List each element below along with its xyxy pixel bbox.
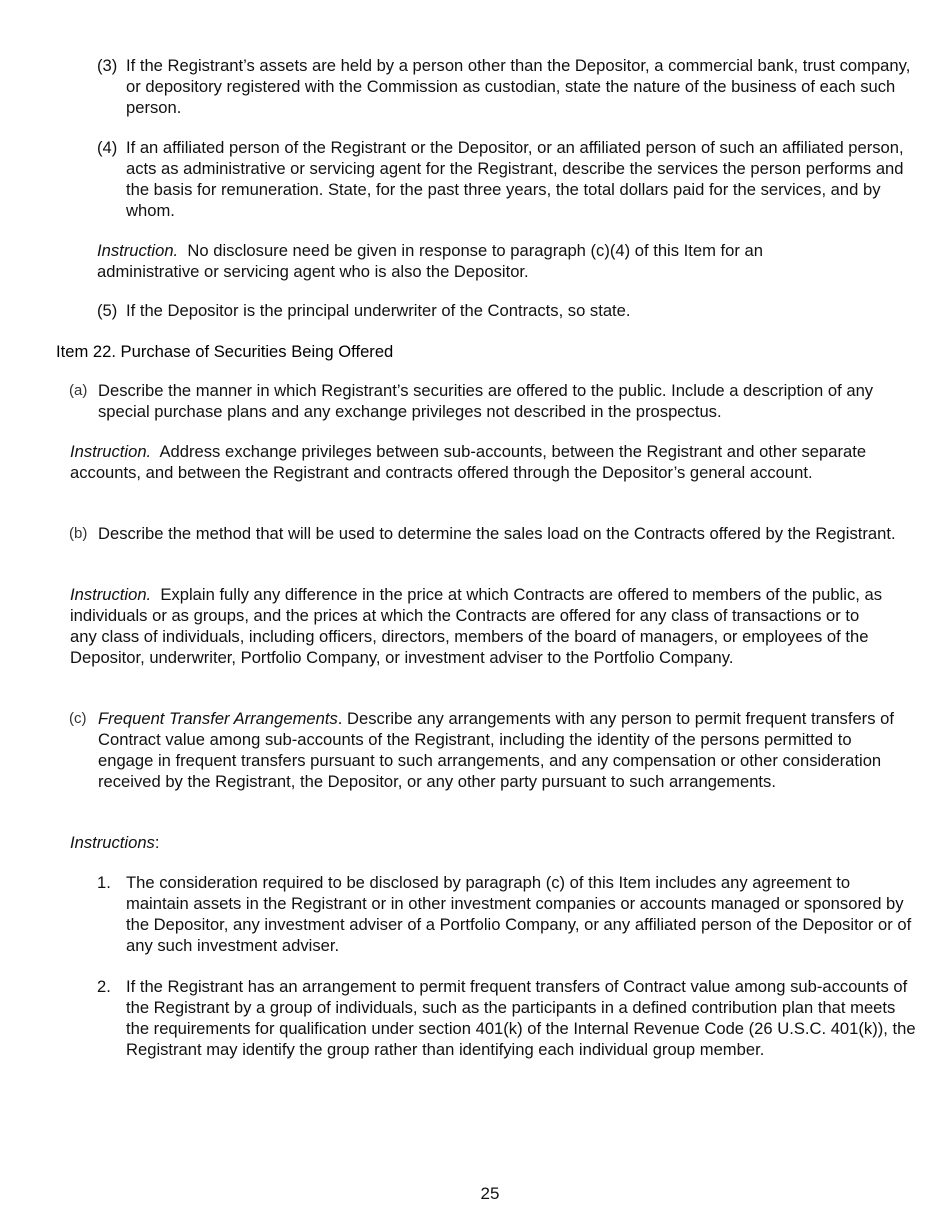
instructions-22c-suffix: : — [154, 833, 160, 852]
instruction-22b-label: Instruction. — [70, 585, 152, 604]
paragraph-22b — [69, 523, 906, 544]
paragraph-22a-text: Describe the manner in which Registrant’s securities are offered to the public. Include a description of any special purchase plans and any exchange privileges not described in the prospectus. — [98, 381, 874, 421]
paragraph-c3-text: If the Registrant’s assets are held by a person other than the Depositor, a commercial bank, trust company, or depository registered with the Commission as custodian, state the nature of the business of each such person. — [126, 56, 911, 117]
paragraph-22b-label: (b) — [69, 525, 88, 542]
instruction-c4-label: Instruction. — [97, 241, 179, 260]
page-number: 25 — [480, 1184, 500, 1203]
instruction-22b-text: Explain fully any difference in the price at which Contracts are offered to members of the public, as individuals or as groups, and the prices at which the Contracts are offered for any class of transactions or to any class of individuals, including officers, directors, members of the board of managers, or employees of the Depositor, underwriter, Portfolio Company, or investment adviser to the Portfolio Company. — [70, 585, 882, 667]
item22-heading: Item 22. Purchase of Securities Being Offered — [56, 342, 394, 361]
instruction-c4-text: No disclosure need be given in response to paragraph (c)(4) of this Item for an administrative or servicing agent who is also the Depositor. — [97, 241, 763, 281]
paragraph-22c — [69, 708, 898, 792]
paragraph-c4-label: (4) — [97, 138, 118, 157]
instruction-c4 — [97, 240, 837, 282]
instruction-item-1-number: 1. — [97, 873, 111, 892]
instruction-22a-text: Address exchange privileges between sub-accounts, between the Registrant and other separate accounts, and between the Registrant and contracts offered through the Depositor’s general account. — [70, 442, 867, 482]
paragraph-22a-label: (a) — [69, 382, 88, 399]
instruction-22a-label: Instruction. — [70, 442, 152, 461]
instruction-item-2-number: 2. — [97, 977, 111, 996]
instructions-22c-label: Instructions — [70, 833, 155, 852]
paragraph-c3-label: (3) — [97, 56, 118, 75]
instructions-22c-heading — [70, 832, 159, 853]
paragraph-c5 — [97, 300, 921, 321]
paragraph-22c-label: (c) — [69, 710, 87, 727]
paragraph-c3 — [97, 55, 921, 118]
paragraph-22c-body — [98, 708, 898, 792]
paragraph-22b-text: Describe the method that will be used to determine the sales load on the Contracts offered by the Registrant. — [98, 524, 896, 543]
paragraph-c4 — [97, 137, 921, 221]
instruction-item-2-text: If the Registrant has an arrangement to permit frequent transfers of Contract value among sub-accounts of the Registrant by a group of individuals, such as the participants in a defined contribution plan that meets the requirements for qualification under section 401(k) of the Internal Revenue Code (26 U.S.C. 401(k)), the Registrant may identify the group rather than identifying each individual group member. — [126, 977, 916, 1059]
instruction-item-2 — [97, 976, 916, 1060]
instruction-22a — [70, 441, 882, 483]
paragraph-22a — [69, 380, 916, 422]
paragraph-22c-text: . Describe any arrangements with any person to permit frequent transfers of Contract value among sub-accounts of the Registrant, including the identity of the persons permitted to engage in frequent transfers pursuant to such arrangements, and any compensation or other consideration received by the Registrant, the Depositor, or any other party pursuant to such arrangements. — [98, 709, 894, 791]
paragraph-c4-text: If an affiliated person of the Registrant or the Depositor, or an affiliated person of such an affiliated person, acts as administrative or servicing agent for the Registrant, describe the services the person performs and the basis for remuneration. State, for the past three years, the total dollars paid for the services, and by whom. — [126, 138, 904, 220]
paragraph-c5-label: (5) — [97, 301, 118, 320]
instruction-22b — [70, 584, 885, 668]
instruction-item-1 — [97, 872, 916, 956]
instruction-item-1-text: The consideration required to be disclosed by paragraph (c) of this Item includes any agreement to maintain assets in the Registrant or in other investment companies or accounts managed or sponsored by the Depositor, any investment adviser of a Portfolio Company, or any affiliated person of the Depositor or of any such investment adviser. — [126, 873, 912, 955]
paragraph-c5-text: If the Depositor is the principal underwriter of the Contracts, so state. — [126, 301, 631, 320]
paragraph-22c-title: Frequent Transfer Arrangements — [98, 709, 338, 728]
